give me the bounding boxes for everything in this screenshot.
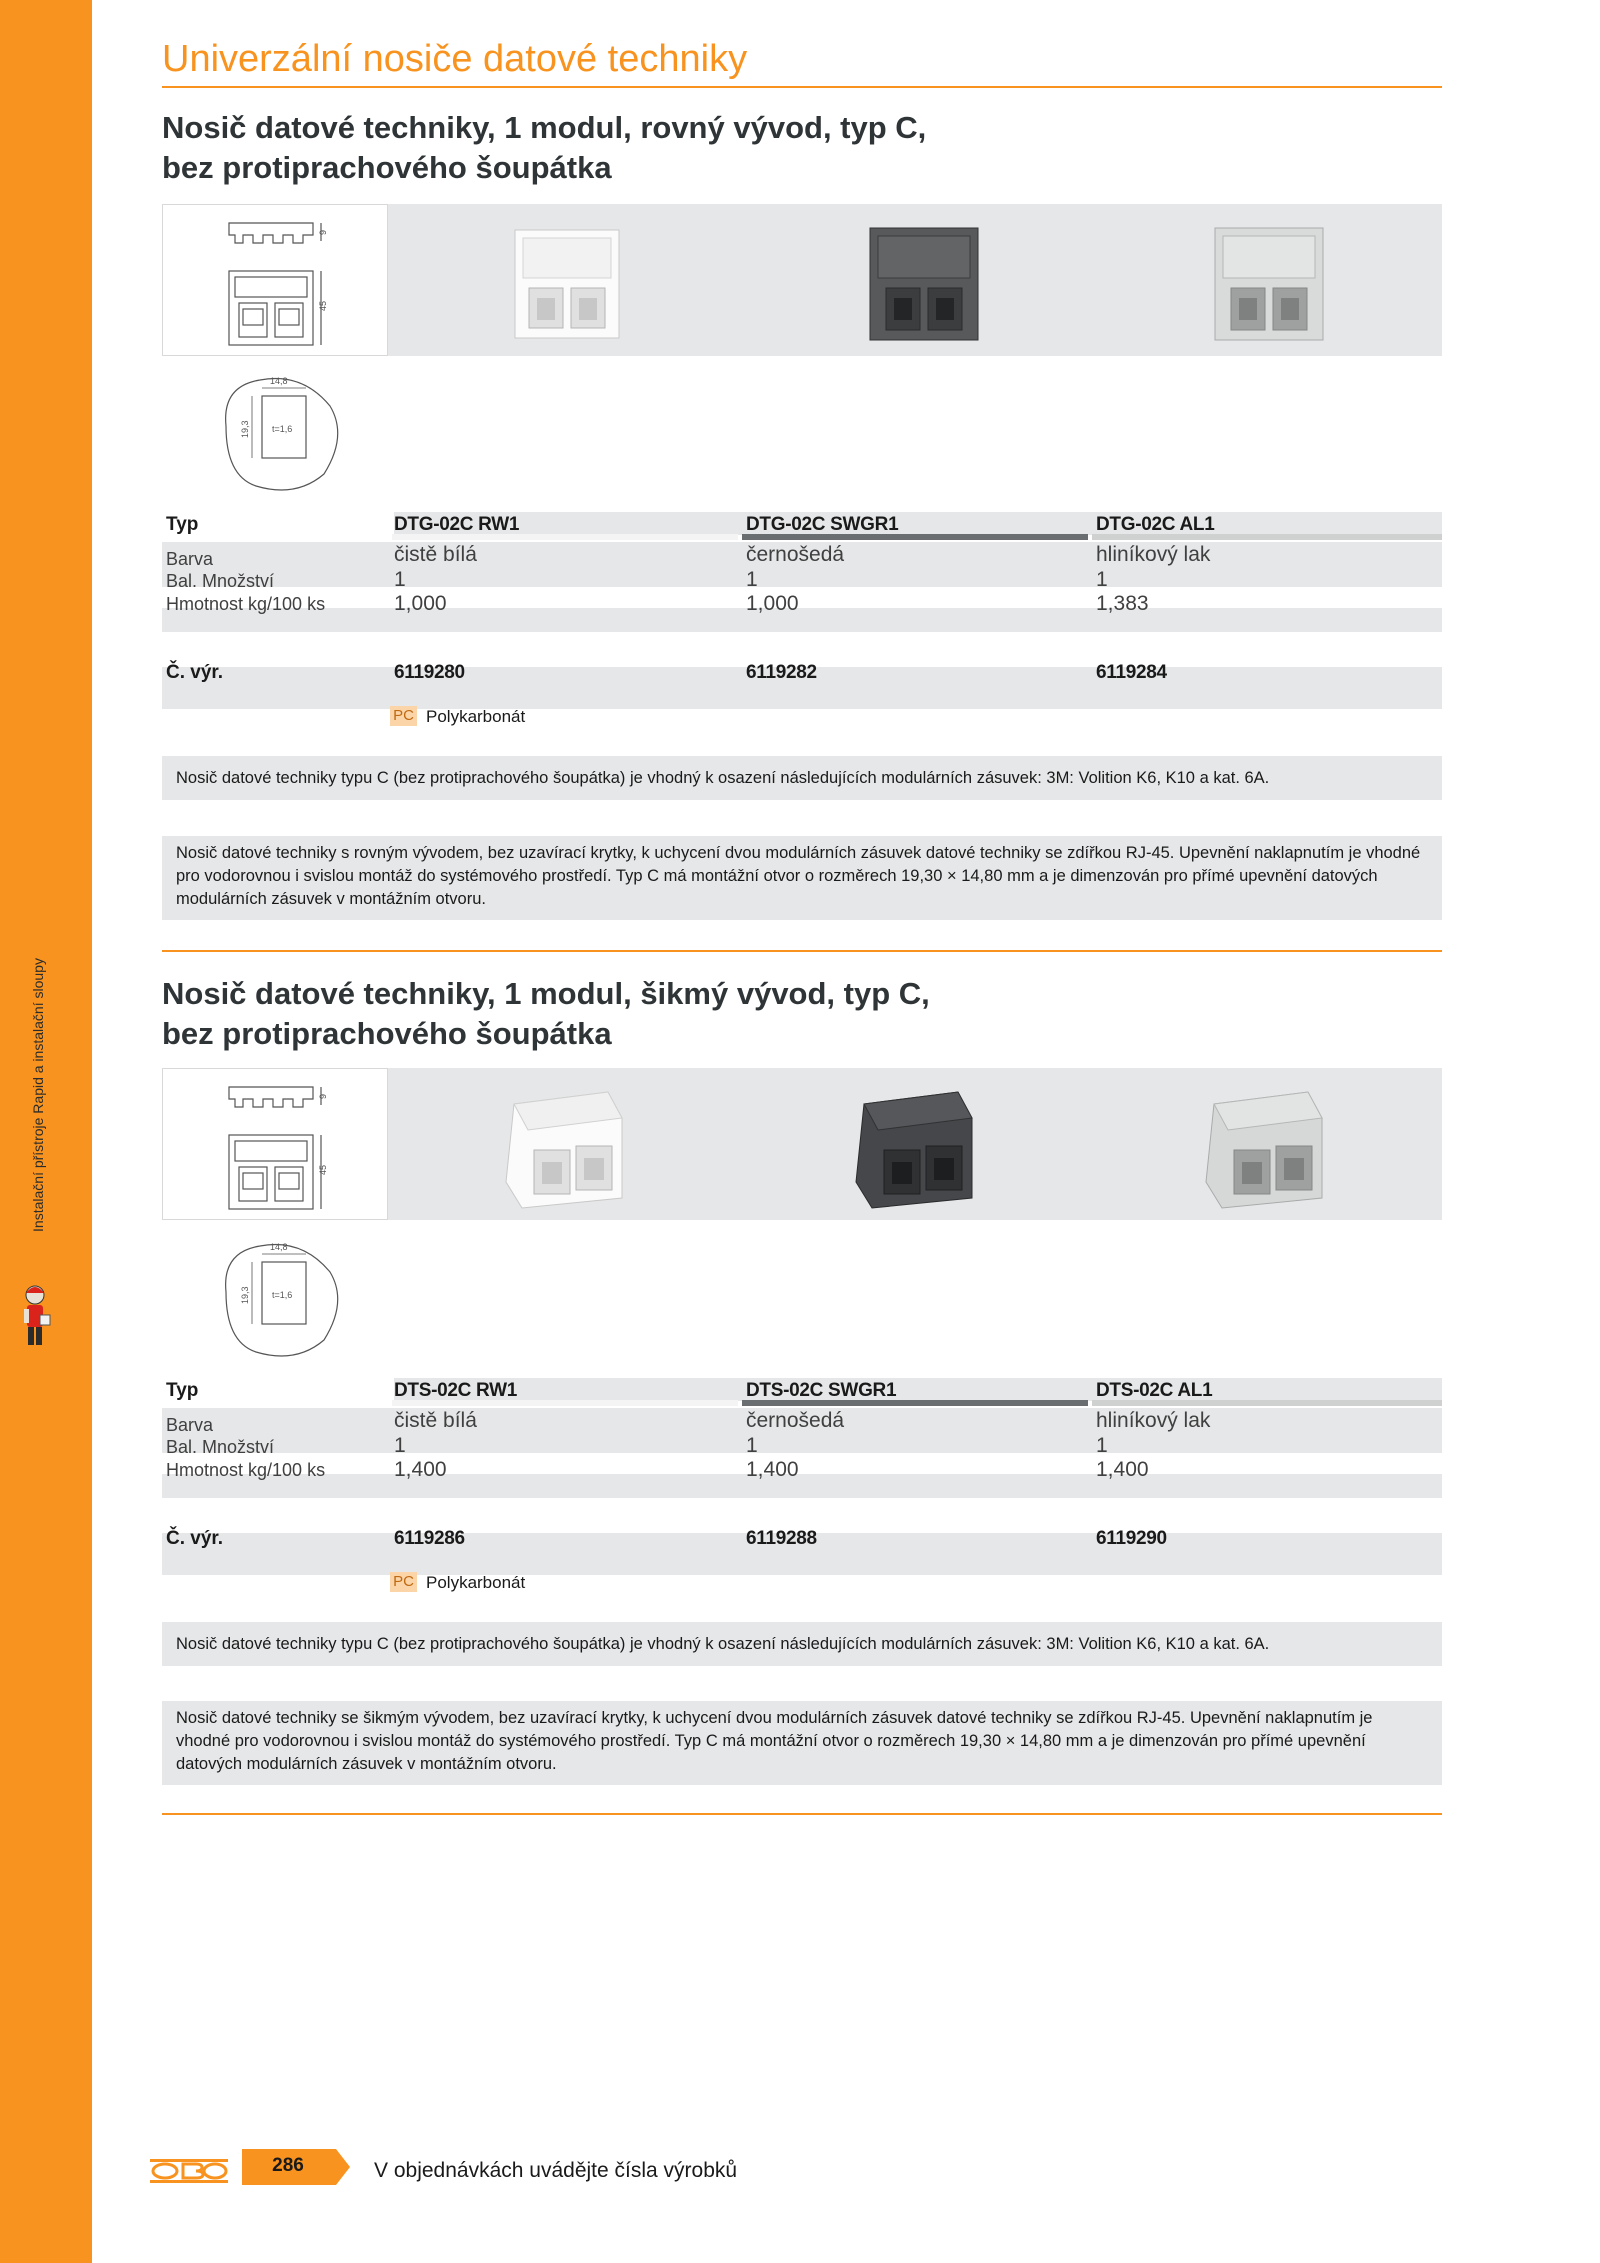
qty-swgr1: 1 (746, 568, 758, 591)
dim-45: 45 (318, 1164, 328, 1175)
technical-drawing (162, 1068, 388, 1220)
product-image-white (492, 1078, 632, 1214)
mascot-icon (18, 1283, 52, 1349)
section-2-description: Nosič datové techniky se šikmým vývodem, bez uzavírací krytky, k uchycení dvou modulárních zásuvek datové techniky se zdířkou RJ-45. Upevnění naklapnutím je vhodné pro vodorovnou i svislou montáž do systémového prostředí. Typ C má montážní otvor o rozměrech 19,30 × 14,80 mm a je dimenzován pro přímé upevnění datových modulárních zásuvek v montážním otvoru. (162, 1701, 1442, 1785)
weight-swgr1: 1,000 (746, 592, 799, 615)
dim-9: 9 (318, 229, 328, 235)
section-1-compat-note: Nosič datové techniky typu C (bez protiprachového šoupátka) je vhodný k osazení následujících modulárních zásuvek: 3M: Volition K6, K10 a kat. 6A. (162, 756, 1442, 800)
article-label: Č. výr. (166, 1528, 224, 1549)
type-label: Typ (166, 1380, 199, 1401)
material-name: Polykarbonát (426, 1573, 526, 1592)
material-badge: PC (390, 706, 417, 726)
type-al1: DTG-02C AL1 (1096, 514, 1215, 535)
weight-rw1: 1,000 (394, 592, 447, 615)
weight-al1: 1,383 (1096, 592, 1149, 615)
technical-drawing (162, 204, 388, 356)
section-1-image-band (162, 204, 1442, 356)
type-al1: DTS-02C AL1 (1096, 1380, 1213, 1401)
qty-al1: 1 (1096, 568, 1108, 591)
article-rw1: 6119280 (394, 662, 465, 683)
section-2-title-line2: bez protiprachového šoupátka (162, 1016, 612, 1051)
section-2-image-band (162, 1068, 1442, 1220)
cutout-thickness: t=1,6 (272, 424, 293, 434)
section-divider (162, 950, 1442, 952)
qty-al1: 1 (1096, 1434, 1108, 1457)
color-label: Barva (166, 1415, 214, 1435)
weight-rw1: 1,400 (394, 1458, 447, 1481)
product-image-white (507, 220, 627, 346)
product-image-dark (842, 1078, 982, 1214)
section-1-title (162, 108, 926, 188)
color-rw1: čistě bílá (394, 543, 477, 566)
article-al1: 6119290 (1096, 1528, 1167, 1549)
type-label: Typ (166, 514, 199, 535)
color-swgr1: černošedá (746, 1409, 845, 1432)
article-swgr1: 6119288 (746, 1528, 817, 1549)
page-number: 286 (272, 2155, 304, 2176)
qty-swgr1: 1 (746, 1434, 758, 1457)
mounting-cutout-drawing (212, 366, 352, 501)
weight-swgr1: 1,400 (746, 1458, 799, 1481)
cutout-width: 14,8 (270, 376, 288, 386)
section-1-description: Nosič datové techniky s rovným vývodem, bez uzavírací krytky, k uchycení dvou modulárních zásuvek datové techniky se zdířkou RJ-45. Upevnění naklapnutím je vhodné pro vodorovnou i svislou montáž do systémového prostředí. Typ C má montážní otvor o rozměrech 19,30 × 14,80 mm a je dimenzován pro přímé upevnění datových modulárních zásuvek v montážním otvoru. (162, 836, 1442, 920)
material-badge: PC (390, 1572, 417, 1592)
article-al1: 6119284 (1096, 662, 1167, 683)
section-1-title-line2: bez protiprachového šoupátka (162, 150, 612, 185)
type-swgr1: DTS-02C SWGR1 (746, 1380, 897, 1401)
obo-logo (150, 2157, 228, 2185)
cutout-height: 19,3 (240, 1286, 250, 1304)
section-1-title-line1: Nosič datové techniky, 1 modul, rovný vývod, typ C, (162, 110, 927, 145)
color-swgr1: černošedá (746, 543, 845, 566)
title-divider (162, 86, 1442, 88)
product-image-aluminium (1192, 1078, 1332, 1214)
side-section-label: Instalační přístroje Rapid a instalační sloupy (30, 958, 46, 1232)
article-rw1: 6119286 (394, 1528, 465, 1549)
section-2-title-line1: Nosič datové techniky, 1 modul, šikmý vývod, typ C, (162, 976, 930, 1011)
product-image-aluminium (1207, 218, 1331, 348)
color-al1: hliníkový lak (1096, 543, 1211, 566)
dim-45: 45 (318, 300, 328, 311)
color-label: Barva (166, 549, 214, 569)
page-title: Univerzální nosiče datové techniky (162, 38, 748, 80)
qty-label: Bal. Množství (166, 571, 275, 591)
article-swgr1: 6119282 (746, 662, 817, 683)
mounting-cutout-drawing (212, 1232, 352, 1367)
qty-label: Bal. Množství (166, 1437, 275, 1457)
section-2-title (162, 974, 930, 1054)
cutout-height: 19,3 (240, 420, 250, 438)
color-al1: hliníkový lak (1096, 1409, 1211, 1432)
type-swgr1: DTG-02C SWGR1 (746, 514, 899, 535)
section-divider (162, 1813, 1442, 1815)
qty-rw1: 1 (394, 1434, 406, 1457)
weight-label: Hmotnost kg/100 ks (166, 594, 326, 614)
color-rw1: čistě bílá (394, 1409, 477, 1432)
product-image-dark (862, 218, 986, 348)
cutout-width: 14,8 (270, 1242, 288, 1252)
material-name: Polykarbonát (426, 707, 526, 726)
weight-al1: 1,400 (1096, 1458, 1149, 1481)
type-rw1: DTG-02C RW1 (394, 514, 520, 535)
qty-rw1: 1 (394, 568, 406, 591)
type-rw1: DTS-02C RW1 (394, 1380, 518, 1401)
article-label: Č. výr. (166, 662, 224, 683)
weight-label: Hmotnost kg/100 ks (166, 1460, 326, 1480)
cutout-thickness: t=1,6 (272, 1290, 293, 1300)
section-2-compat-note: Nosič datové techniky typu C (bez protiprachového šoupátka) je vhodný k osazení následujících modulárních zásuvek: 3M: Volition K6, K10 a kat. 6A. (162, 1622, 1442, 1666)
footer-note: V objednávkách uvádějte čísla výrobků (374, 2159, 738, 2182)
dim-9: 9 (318, 1093, 328, 1099)
